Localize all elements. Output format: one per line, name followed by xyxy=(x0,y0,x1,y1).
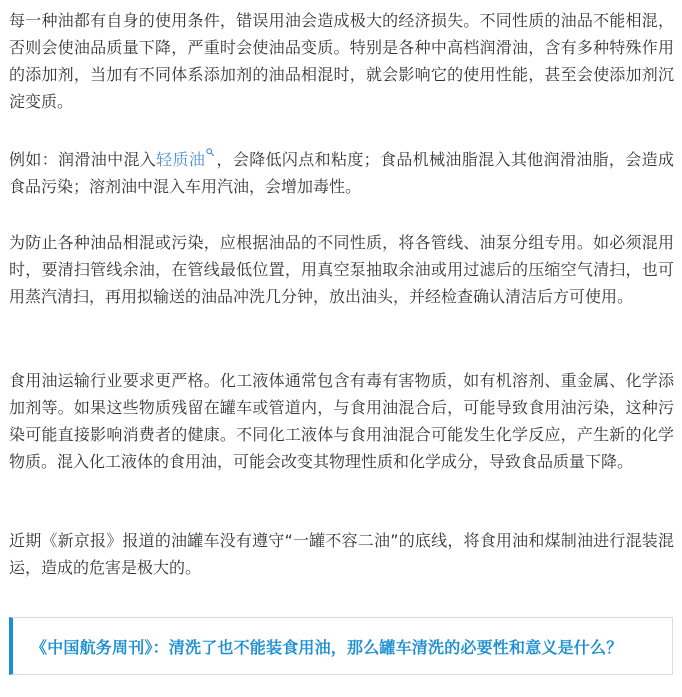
paragraph-3: 为防止各种油品相混或污染，应根据油品的不同性质，将各管线、油泵分组专用。如必须混用时，要清扫管线余油，在管线最低位置，用真空泵抽取余油或用过滤后的压缩空气清扫，也可用蒸汽清扫，再用拟输送的油品冲洗几分钟，放出油头，并经检查确认清洁后方可使用。 xyxy=(9,233,674,306)
paragraph-5: 近期《新京报》报道的油罐车没有遵守“一罐不容二油”的底线，将食用油和煤制油进行混装混运，造成的危害是极大的。 xyxy=(9,531,674,577)
paragraph-2-text-after: ，会降低闪点和粘度；食品机械油脂混入其他润滑油脂，会造成食品污染；溶剂油中混入车用汽油，会增加毒性。 xyxy=(9,150,674,196)
related-article-link[interactable]: 《中国航务周刊》：清洗了也不能装食用油，那么罐车清洗的必要性和意义是什么？ xyxy=(31,637,623,657)
paragraph-1: 每一种油都有自身的使用条件，错误用油会造成极大的经济损失。不同性质的油品不能相混，否则会使油品质量下降，严重时会使油品变质。特别是各种中高档润滑油，含有多种特殊作用的添加剂，当加有不同体系添加剂的油品相混时，就会影响它的使用性能，甚至会使添加剂沉淀变质。 xyxy=(9,11,674,111)
paragraph-2 xyxy=(9,146,674,200)
keyword-link-light-oil[interactable]: 轻质油 xyxy=(156,150,206,169)
paragraph-4: 食用油运输行业要求更严格。化工液体通常包含有毒有害物质，如有机溶剂、重金属、化学添加剂等。如果这些物质残留在罐车或管道内，与食用油混合后，可能导致食用油污染，这种污染可能直接影响消费者的健康。不同化工液体与食用油混合可能发生化学反应，产生新的化学物质。混入化工液体的食用油，可能会改变其物理性质和化学成分，导致食品质量下降。 xyxy=(9,371,674,471)
search-icon[interactable] xyxy=(206,148,214,156)
related-article-card[interactable] xyxy=(9,617,673,675)
paragraph-2-text-before: 例如：润滑油中混入 xyxy=(9,150,157,169)
